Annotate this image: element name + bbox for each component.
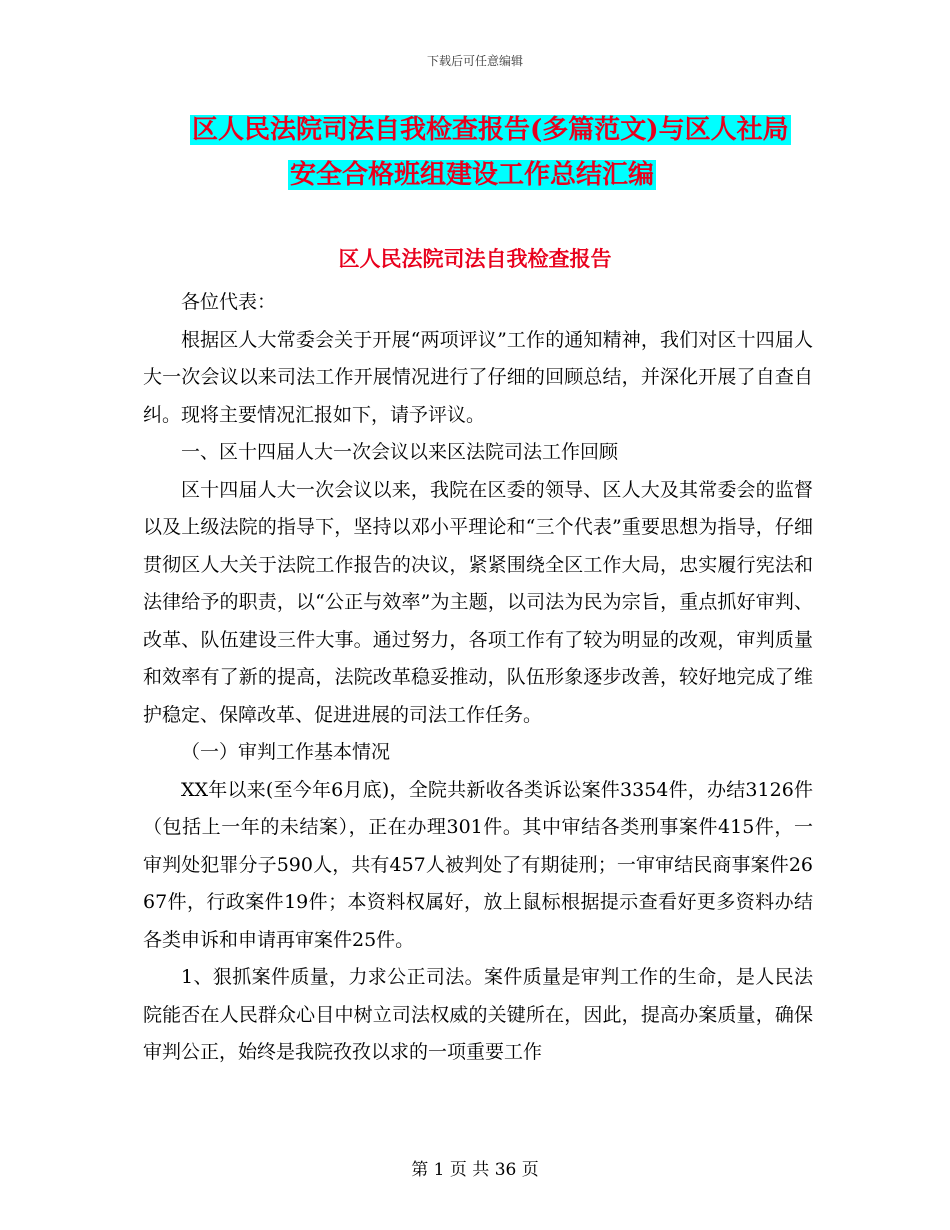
paragraph-case-quality: 1、狠抓案件质量，力求公正司法。案件质量是审判工作的生命，是人民法院能否在人民群众心目中树立司法权威的关键所在，因此，提高办案质量，确保审判公正，始终是我院孜孜以求的一项重要工作	[143, 966, 813, 1063]
title-highlight-2: 安全合格班组建设工作总结汇编	[290, 160, 655, 190]
document-title-line-1	[190, 110, 850, 150]
title-highlight-1: 区人民法院司法自我检查报告(多篇范文)与区人社局	[192, 115, 789, 145]
paragraph-salutation: 各位代表：	[181, 291, 277, 313]
document-title-line-2	[288, 155, 948, 195]
paragraph-statistics: XX年以来(至今年6月底)，全院共新收各类诉讼案件3354件，办结3126件（包括上一年的未结案），正在办理301件。其中审结各类刑事案件415件，一审判处犯罪分子590人，共有457人被判处了有期徒刑；一审审结民商事案件2667件，行政案件19件；本资料权属好，放上鼠标根据提示查看好更多资料办结各类申诉和申请再审案件25件。	[143, 778, 813, 951]
heading-trial-work: （一）审判工作基本情况	[181, 741, 391, 763]
document-body	[143, 284, 813, 1072]
header-note: 下载后可任意编辑	[426, 54, 523, 68]
section-title: 区人民法院司法自我检查报告	[338, 246, 612, 271]
heading-part-one: 一、区十四届人大一次会议以来区法院司法工作回顾	[181, 441, 619, 463]
paragraph-review: 区十四届人大一次会议以来，我院在区委的领导、区人大及其常委会的监督以及上级法院的指导下，坚持以邓小平理论和“三个代表”重要思想为指导，仔细贯彻区人大关于法院工作报告的决议，紧紧围绕全区工作大局，忠实履行宪法和法律给予的职责，以“公正与效率”为主题，以司法为民为宗旨，重点抓好审判、改革、队伍建设三件大事。通过努力，各项工作有了较为明显的改观，审判质量和效率有了新的提高，法院改革稳妥推动，队伍形象逐步改善，较好地完成了维护稳定、保障改革、促进进展的司法工作任务。	[143, 478, 813, 726]
page-footer: 第 1 页 共 36 页	[411, 1160, 539, 1180]
paragraph-intro: 根据区人大常委会关于开展“两项评议”工作的通知精神，我们对区十四届人大一次会议以来司法工作开展情况进行了仔细的回顾总结，并深化开展了自查自纠。现将主要情况汇报如下，请予评议。	[143, 328, 813, 426]
